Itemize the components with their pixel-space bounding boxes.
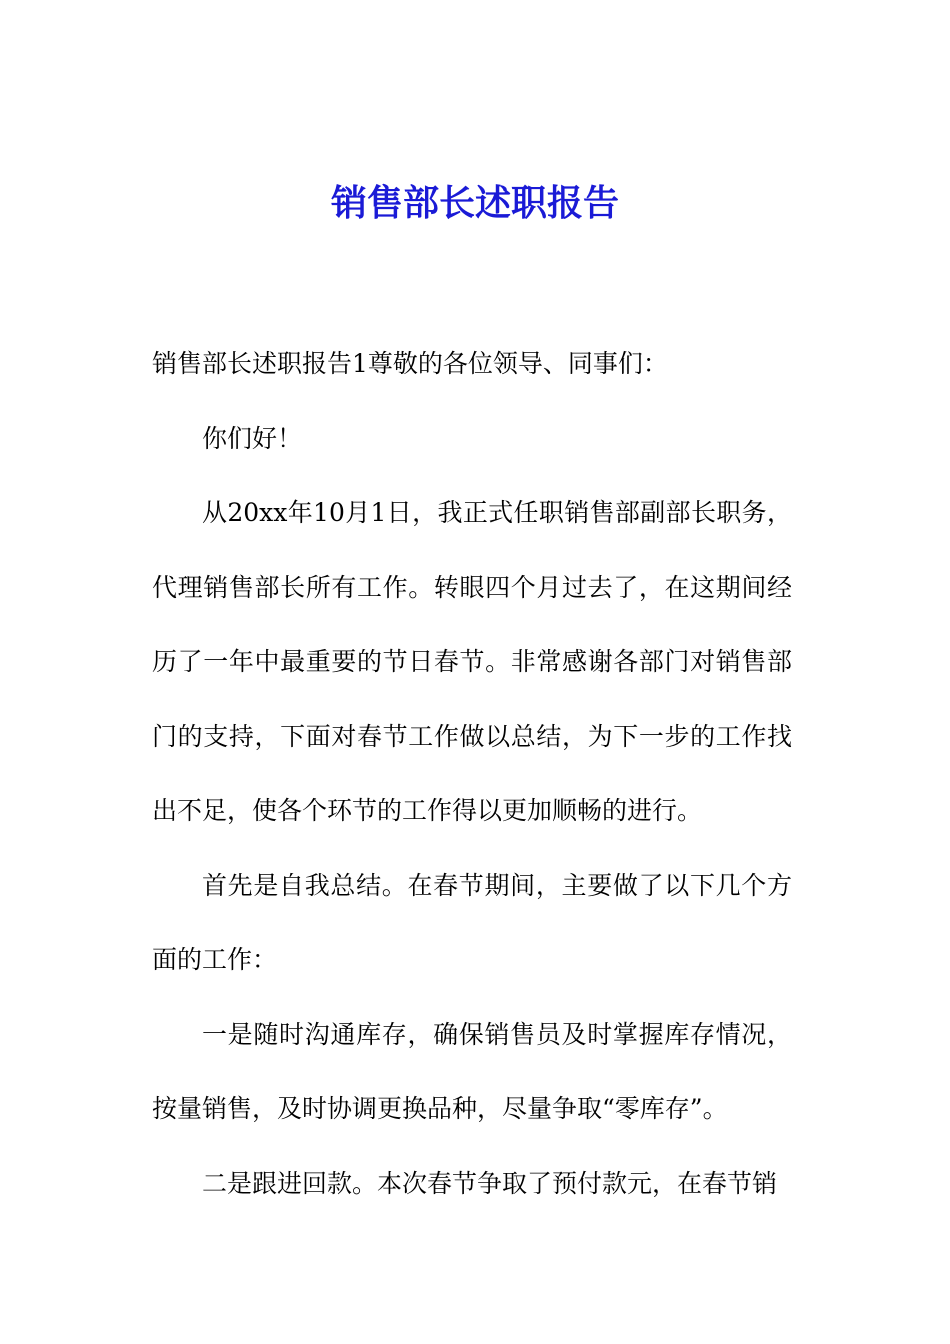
paragraph-1: 销售部长述职报告1尊敬的各位领导、同事们： — [152, 349, 668, 378]
document-body — [152, 327, 792, 1221]
paragraph-6: 二是跟进回款。本次春节争取了预付款元，在春节销 — [202, 1168, 778, 1198]
paragraph-2: 你们好！ — [202, 423, 303, 453]
document-title: 销售部长述职报告 — [330, 182, 619, 224]
paragraph-4: 首先是自我总结。在春节期间，主要做了以下几个方面的工作： — [152, 870, 792, 974]
paragraph-3: 从20xx年10月1日，我正式任职销售部副部长职务，代理销售部长所有工作。转眼四个月过去了，在这期间经历了一年中最重要的节日春节。非常感谢各部门对销售部门的支持，下面对春节工作做以总结，为下一步的工作找出不足，使各个环节的工作得以更加顺畅的进行。 — [152, 498, 792, 825]
paragraph-5: 一是随时沟通库存，确保销售员及时掌握库存情况，按量销售，及时协调更换品种，尽量争取“零库存”。 — [152, 1019, 792, 1123]
